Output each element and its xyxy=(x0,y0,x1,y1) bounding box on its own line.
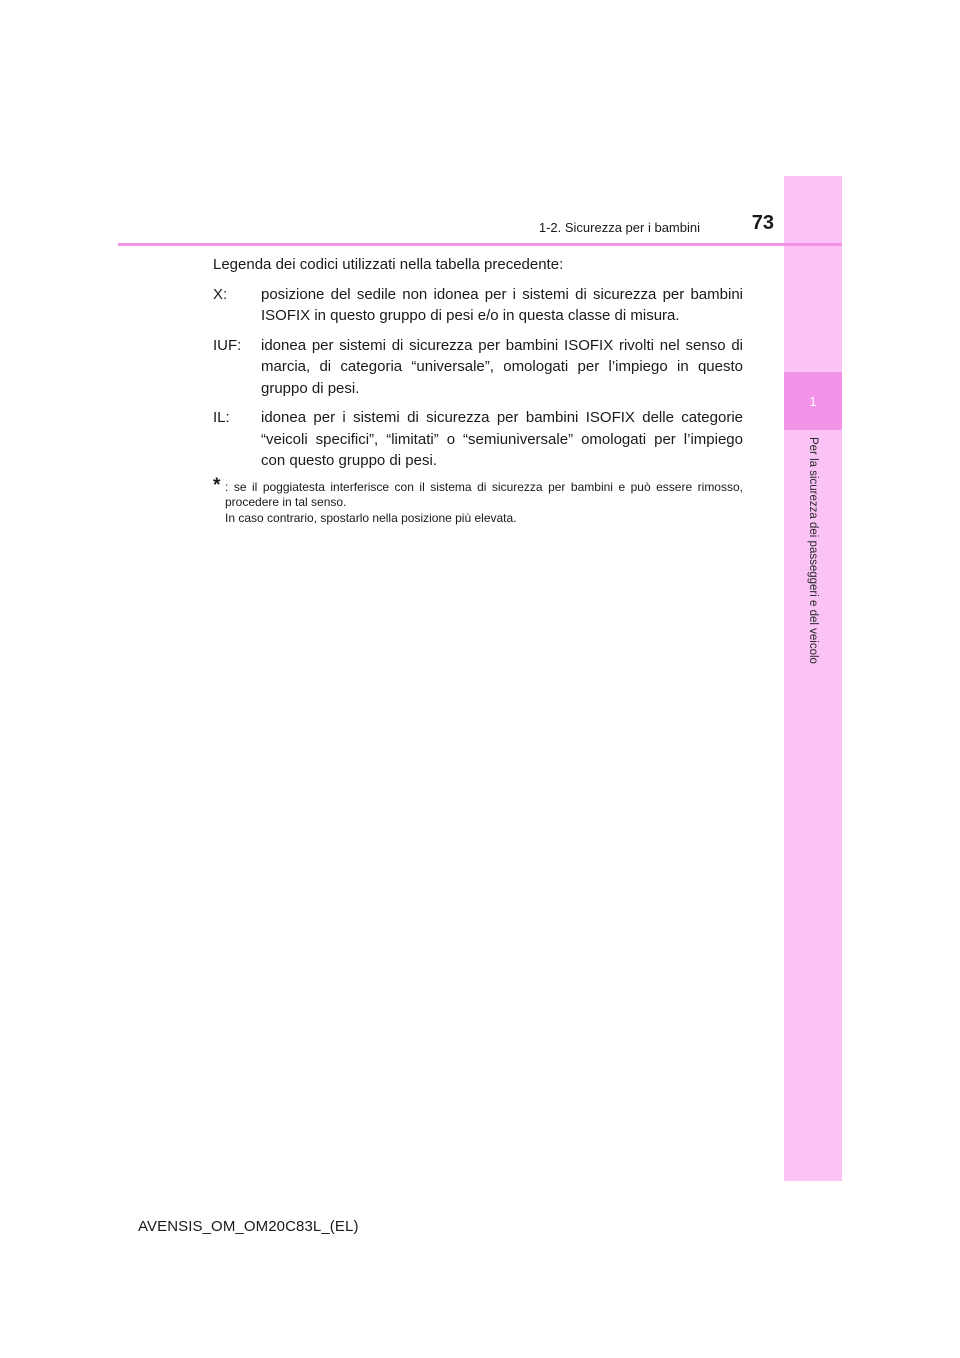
legend-intro: Legenda dei codici utilizzati nella tabella precedente: xyxy=(213,256,564,273)
footnote xyxy=(213,474,743,527)
definition-code: IL: xyxy=(213,409,230,426)
header-divider xyxy=(118,243,842,246)
document-code-footer: AVENSIS_OM_OM20C83L_(EL) xyxy=(138,1218,359,1235)
footnote-line-2: In caso contrario, spostarlo nella posizione più elevata. xyxy=(225,510,517,525)
footnote-line-1: : se il poggiatesta interferisce con il sistema di sicurezza per bambini e può essere rimosso, procedere in tal senso. xyxy=(225,479,743,509)
definition-text: idonea per sistemi di sicurezza per bambini ISOFIX rivolti nel senso di marcia, di categoria “universale”, omologati per l’impiego in questo gruppo di pesi. xyxy=(261,336,743,397)
header-section-title: 1-2. Sicurezza per i bambini xyxy=(538,220,700,235)
definition-code: X: xyxy=(213,285,228,303)
definition-iuf xyxy=(213,335,743,400)
definition-il xyxy=(213,407,743,472)
chapter-title: Per la sicurezza dei passeggeri e del veicolo xyxy=(807,437,819,664)
definition-code: IUF: xyxy=(213,336,242,354)
definition-text: posizione del sedile non idonea per i sistemi di sicurezza per bambini ISOFIX in questo gruppo di pesi e/o in questa classe di misura. xyxy=(261,285,743,324)
footnote-marker: * xyxy=(213,474,221,496)
definition-x xyxy=(213,284,743,327)
chapter-number-badge xyxy=(784,372,842,430)
chapter-number: 1 xyxy=(809,393,817,409)
page-number: 73 xyxy=(751,212,774,234)
main-content xyxy=(213,254,743,526)
side-chapter-tab xyxy=(784,176,842,1181)
definition-text: idonea per i sistemi di sicurezza per bambini ISOFIX delle categorie “veicoli specifici”, “limitati” o “semiuniversale” omologati per l’impiego con questo gruppo di pesi. xyxy=(261,409,743,469)
